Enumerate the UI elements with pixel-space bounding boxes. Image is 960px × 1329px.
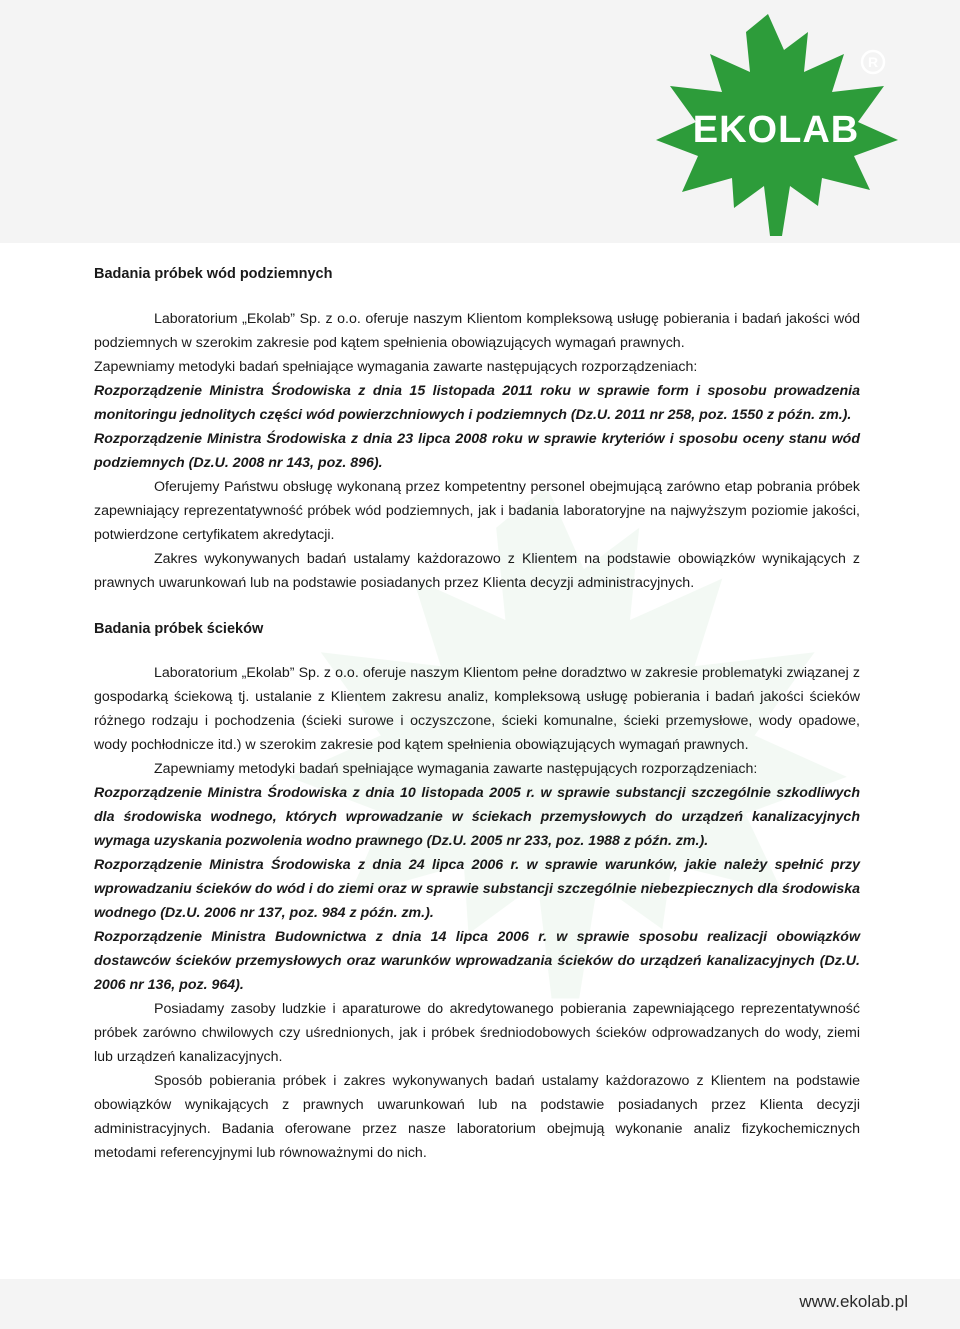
paragraph: Oferujemy Państwu obsługę wykonaną przez kompetentny personel obejmującą zarówno etap pobrania próbek zapewniający reprezentatywność próbek wód podziemnych, jak i badania laboratoryjne na najwyższym poziomie jakości, potwierdzone certyfikatem akredytacji. bbox=[94, 479, 860, 543]
paragraph: Zakres wykonywanych badań ustalamy każdorazowo z Klientem na podstawie obowiązków wynikających z prawnych uwarunkowań lub na podstawie posiadanych przez Klienta decyzji administracyjnych. bbox=[94, 551, 860, 591]
regulation-citation: Rozporządzenie Ministra Środowiska z dnia 15 listopada 2011 roku w sprawie form i sposobu prowadzenia monitoringu jednolitych części wód powierzchniowych i podziemnych (Dz.U. 2011 nr 258, poz. 1550 z późn. zm.). bbox=[94, 383, 860, 423]
paragraph: Zapewniamy metodyki badań spełniające wymagania zawarte następujących rozporządzeniach: bbox=[154, 761, 758, 777]
section-heading-wastewater: Badania próbek ścieków bbox=[94, 621, 264, 637]
website-link[interactable]: www.ekolab.pl bbox=[799, 1292, 908, 1311]
regulation-citation: Rozporządzenie Ministra Środowiska z dnia 10 listopada 2005 r. w sprawie substancji szczególnie szkodliwych dla środowiska wodnego, których wprowadzanie w ściekach przemysłowych do urządzeń kanalizacyjnych wymaga uzyskania pozwolenia wodno prawnego (Dz.U. 2005 nr 233, poz. 1988 z późn. zm.). bbox=[94, 785, 860, 849]
paragraph: Posiadamy zasoby ludzkie i aparaturowe do akredytowanego pobierania zapewniającego reprezentatywność próbek zarówno chwilowych czy uśrednionych, jak i próbek średniodobowych ścieków odprowadzanych do wody, ziemi lub urządzeń kanalizacyjnych. bbox=[94, 1001, 860, 1065]
logo-brand-text: EKOLAB bbox=[692, 109, 860, 151]
ekolab-logo bbox=[648, 10, 908, 238]
paragraph: Sposób pobierania próbek i zakres wykonywanych badań ustalamy każdorazowo z Klientem na podstawie obowiązków wynikających z prawnych uwarunkowań lub na podstawie posiadanych przez Klienta decyzji administracyjnych. Badania oferowane przez nasze laboratorium obejmują wykonanie analiz fizykochemicznych metodami referencyjnymi lub równoważnymi do nich. bbox=[94, 1073, 860, 1161]
regulation-citation: Rozporządzenie Ministra Środowiska z dnia 23 lipca 2008 roku w sprawie kryteriów i sposobu oceny stanu wód podziemnych (Dz.U. 2008 nr 143, poz. 896). bbox=[94, 431, 860, 471]
section-heading-groundwater: Badania próbek wód podziemnych bbox=[94, 266, 333, 282]
regulation-citation: Rozporządzenie Ministra Budownictwa z dnia 14 lipca 2006 r. w sprawie sposobu realizacji obowiązków dostawców ścieków przemysłowych oraz warunków wprowadzania ścieków do urządzeń kanalizacyjnych (Dz.U. 2006 nr 136, poz. 964). bbox=[94, 929, 860, 993]
svg-text:R: R bbox=[867, 54, 879, 70]
paragraph: Laboratorium „Ekolab” Sp. z o.o. oferuje naszym Klientom pełne doradztwo w zakresie problematyki związanej z gospodarką ściekową tj. ustalanie z Klientem zakresu analiz, kompleksową usługę pobierania i badań jakości ścieków różnego rodzaju i pochodzenia (ścieki surowe i oczyszczone, ścieki komunalne, ścieki przemysłowe, wody opadowe, wody pochłodnicze itd.) w szerokim zakresie pod kątem spełnienia obowiązujących wymagań prawnych. bbox=[94, 665, 860, 753]
paragraph: Zapewniamy metodyki badań spełniające wymagania zawarte następujących rozporządzeniach: bbox=[94, 359, 698, 375]
regulation-citation: Rozporządzenie Ministra Środowiska z dnia 24 lipca 2006 r. w sprawie warunków, jakie należy spełnić przy wprowadzaniu ścieków do wód i do ziemi oraz w sprawie substancji szczególnie niebezpiecznych dla środowiska wodnego (Dz.U. 2006 nr 137, poz. 984 z późn. zm.). bbox=[94, 857, 860, 921]
paragraph: Laboratorium „Ekolab” Sp. z o.o. oferuje naszym Klientom kompleksową usługę pobierania i badań jakości wód podziemnych w szerokim zakresie pod kątem spełnienia obowiązujących wymagań prawnych. bbox=[94, 311, 860, 351]
document-body bbox=[94, 262, 860, 1165]
